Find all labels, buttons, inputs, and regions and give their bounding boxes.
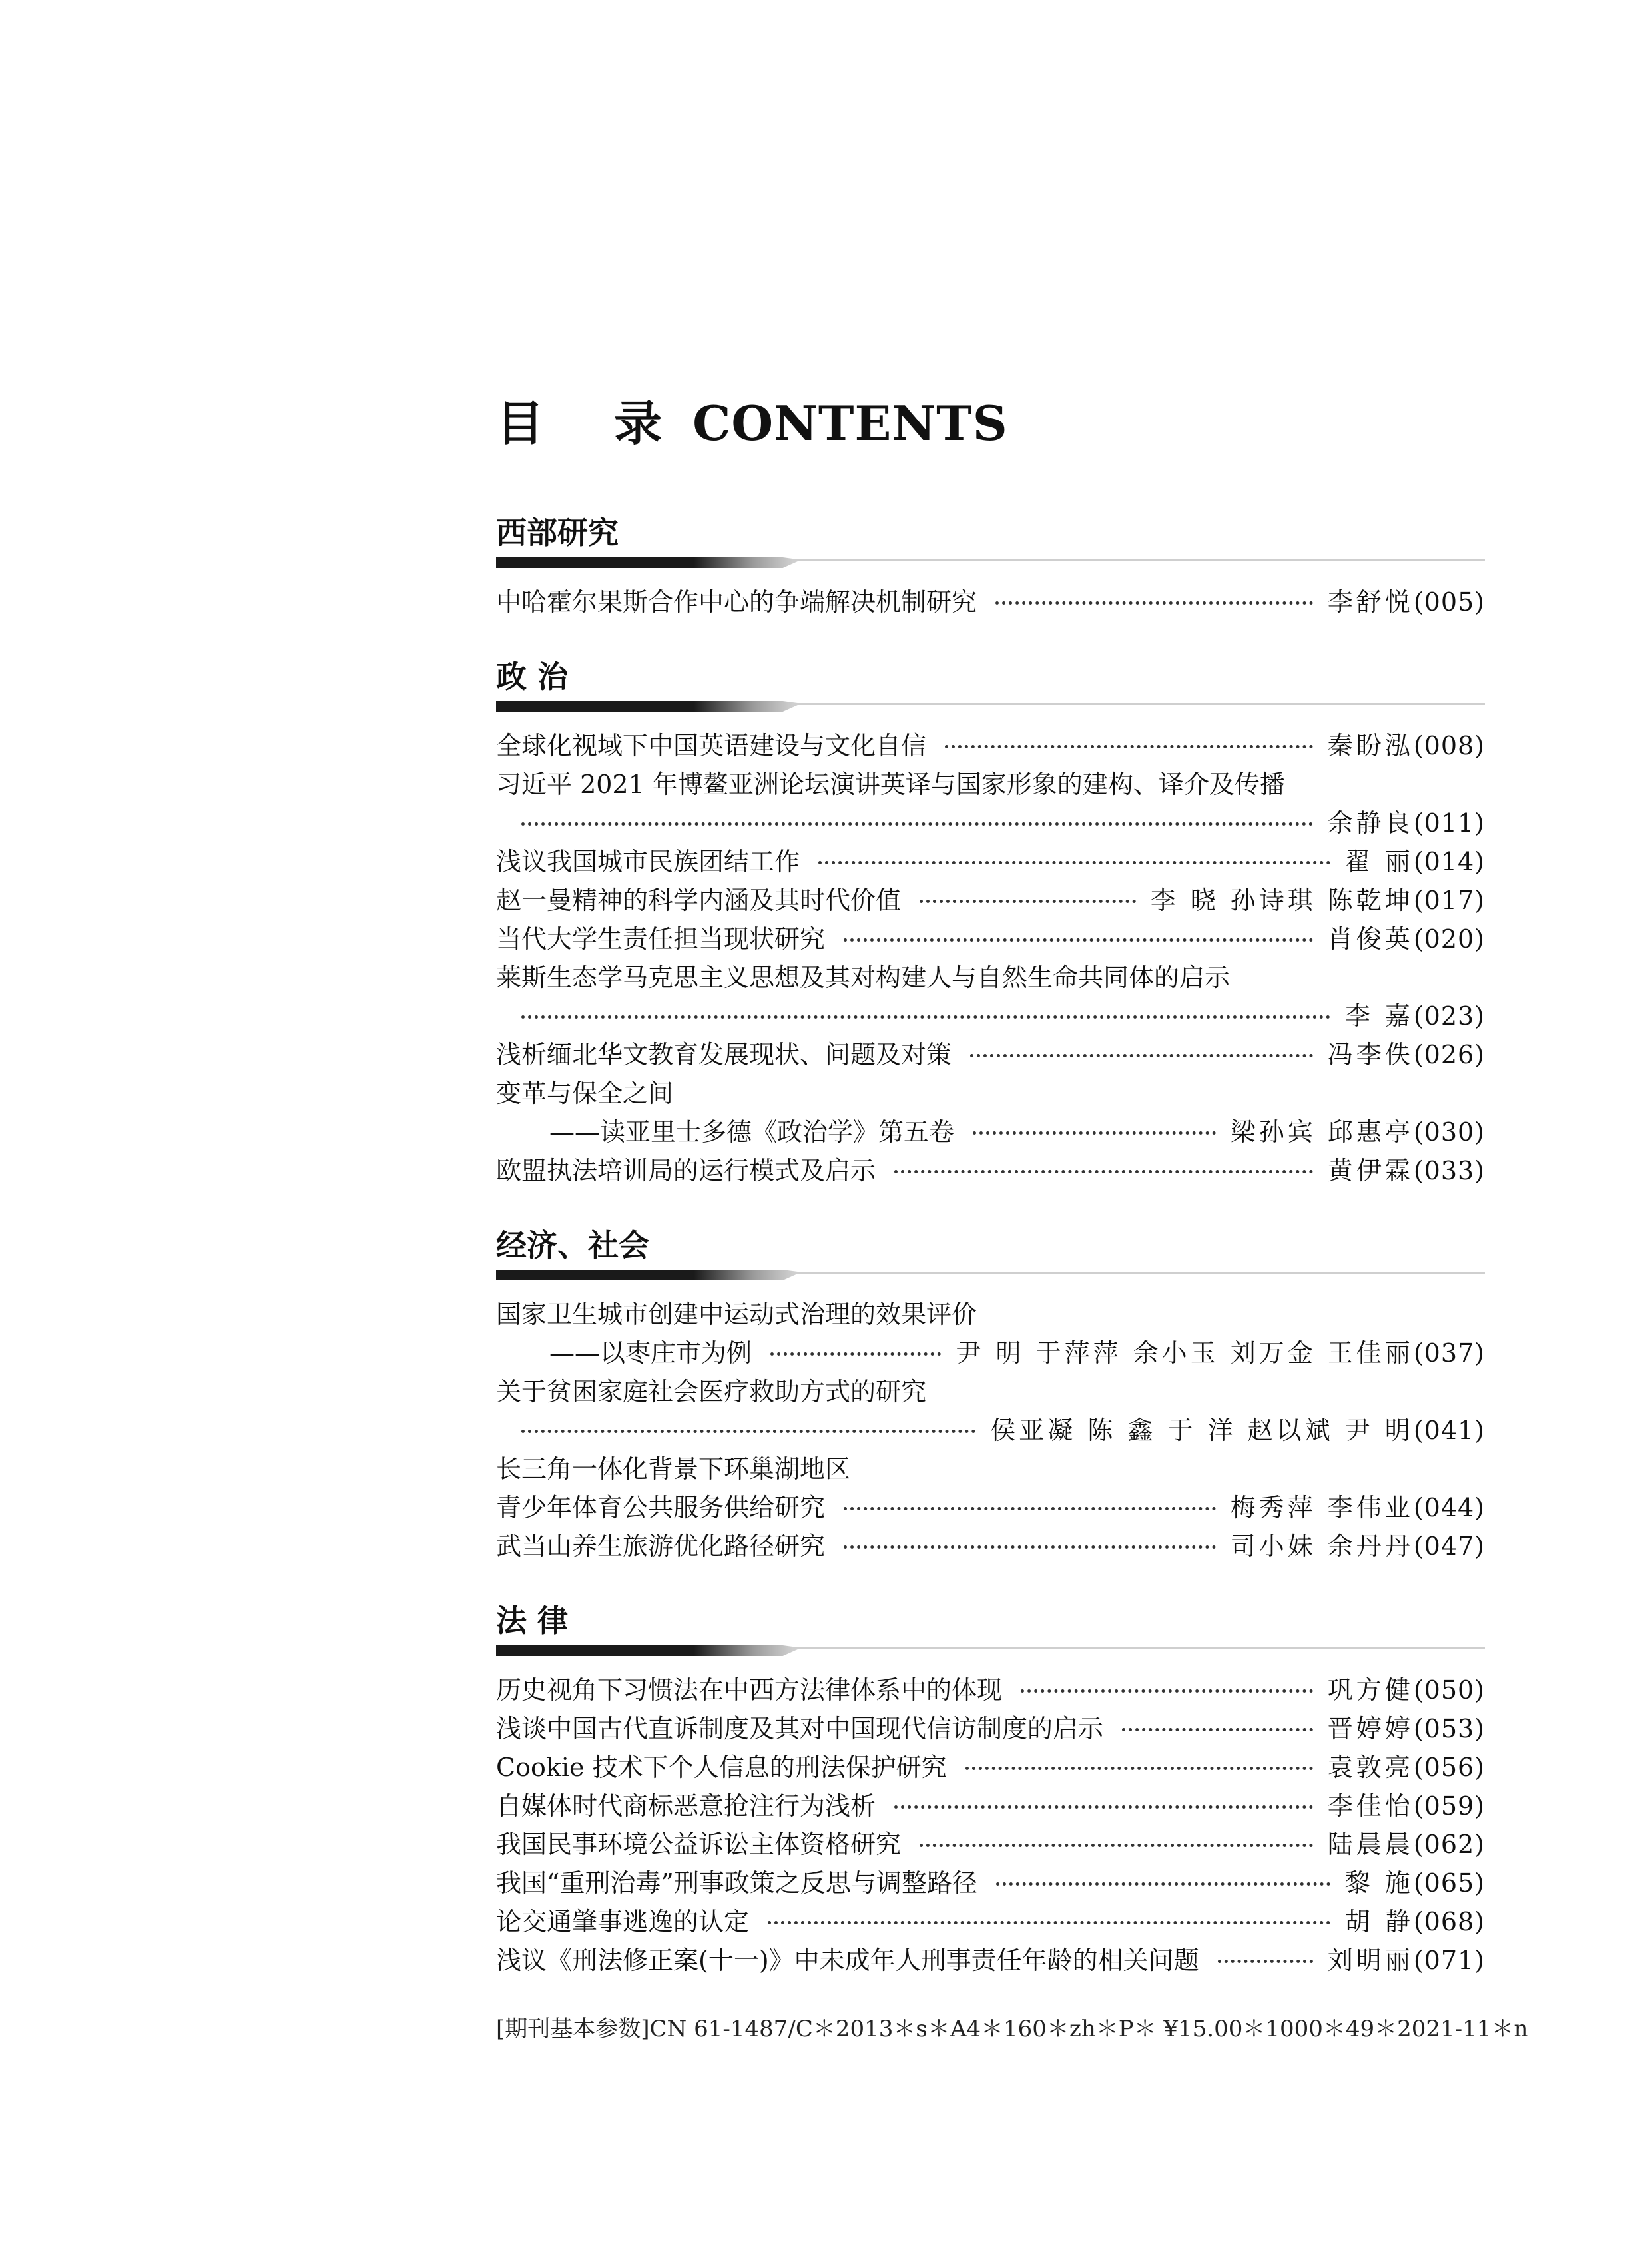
toc-entry[interactable] bbox=[496, 1488, 1485, 1527]
section-politics bbox=[496, 652, 1485, 1190]
dot-leader bbox=[996, 1882, 1330, 1886]
toc-entry[interactable] bbox=[496, 1035, 1485, 1074]
entry-title: 论交通肇事逃逸的认定 bbox=[496, 1907, 750, 1936]
entry-authors: 秦盼泓 bbox=[1327, 731, 1414, 760]
dot-leader bbox=[920, 1844, 1313, 1847]
entry-page: (011) bbox=[1413, 808, 1485, 838]
toc-entry[interactable] bbox=[496, 1941, 1485, 1980]
toc-entry[interactable] bbox=[496, 1787, 1485, 1825]
entry-title: 长三角一体化背景下环巢湖地区 bbox=[496, 1454, 851, 1484]
dot-leader bbox=[1218, 1960, 1313, 1963]
entry-page: (026) bbox=[1413, 1040, 1485, 1069]
section-economy-society bbox=[496, 1221, 1485, 1565]
toc-entry[interactable] bbox=[496, 583, 1485, 621]
entry-page: (030) bbox=[1413, 1117, 1485, 1147]
entry-authors: 胡 静 bbox=[1344, 1907, 1414, 1936]
dot-leader bbox=[973, 1131, 1216, 1135]
dot-leader bbox=[920, 900, 1136, 903]
section-title: 法 律 bbox=[496, 1603, 569, 1639]
entry-authors: 梁孙宾 邱惠亭 bbox=[1230, 1117, 1414, 1147]
entry-title: 浅议我国城市民族团结工作 bbox=[496, 847, 800, 876]
entry-title: 当代大学生责任担当现状研究 bbox=[496, 924, 826, 954]
toc-entry-continuation[interactable] bbox=[496, 997, 1485, 1035]
entry-page: (065) bbox=[1413, 1868, 1485, 1898]
dot-leader bbox=[1122, 1728, 1313, 1731]
title-chinese: 目 录 bbox=[496, 395, 689, 451]
toc-entry-subtitle[interactable] bbox=[496, 1334, 1485, 1372]
entry-authors: 侯亚凝 陈 鑫 于 洋 赵以斌 尹 明 bbox=[990, 1416, 1414, 1445]
entry-page: (017) bbox=[1413, 886, 1485, 915]
dot-leader bbox=[965, 1767, 1313, 1770]
entry-title: 莱斯生态学马克思主义思想及其对构建人与自然生命共同体的启示 bbox=[496, 963, 1231, 992]
entry-page: (014) bbox=[1413, 847, 1485, 876]
entry-title: 浅析缅北华文教育发展现状、问题及对策 bbox=[496, 1040, 952, 1069]
toc-entry[interactable] bbox=[496, 1151, 1485, 1190]
section-divider bbox=[496, 1645, 1485, 1656]
entry-title: 欧盟执法培训局的运行模式及启示 bbox=[496, 1156, 876, 1185]
entry-title: 青少年体育公共服务供给研究 bbox=[496, 1493, 826, 1522]
toc-entry-continuation[interactable] bbox=[496, 1411, 1485, 1450]
entry-title: 浅议《刑法修正案(十一)》中未成年人刑事责任年龄的相关问题 bbox=[496, 1946, 1199, 1975]
entry-authors: 翟 丽 bbox=[1344, 847, 1414, 876]
entry-title: 关于贫困家庭社会医疗救助方式的研究 bbox=[496, 1377, 927, 1406]
entry-title: 赵一曼精神的科学内涵及其时代价值 bbox=[496, 886, 902, 915]
entry-page: (041) bbox=[1413, 1416, 1485, 1445]
toc-entry[interactable] bbox=[496, 1825, 1485, 1864]
entry-authors: 冯李佚 bbox=[1327, 1040, 1414, 1069]
section-divider bbox=[496, 1270, 1485, 1280]
entry-title: 国家卫生城市创建中运动式治理的效果评价 bbox=[496, 1300, 977, 1329]
entry-authors: 肖俊英 bbox=[1327, 924, 1414, 954]
journal-parameters-footer: [期刊基本参数]CN 61-1487/C＊2013＊s＊A4＊160＊zh＊P＊ ¥15.00＊1000＊49＊2021-11＊n bbox=[496, 2016, 1529, 2042]
entry-page: (068) bbox=[1413, 1907, 1485, 1936]
entry-subtitle: ——以枣庄市为例 bbox=[549, 1338, 752, 1368]
dot-leader bbox=[1021, 1689, 1313, 1693]
entry-authors: 晋婷婷 bbox=[1327, 1714, 1414, 1743]
entry-page: (020) bbox=[1413, 924, 1485, 954]
entry-page: (071) bbox=[1413, 1946, 1485, 1975]
toc-entry[interactable] bbox=[496, 1527, 1485, 1565]
toc-entry-subtitle[interactable] bbox=[496, 1113, 1485, 1151]
entry-page: (050) bbox=[1413, 1675, 1485, 1705]
entry-title: 我国“重刑治毒”刑事政策之反思与调整路径 bbox=[496, 1868, 977, 1898]
toc-entry[interactable] bbox=[496, 842, 1485, 881]
toc-entry[interactable] bbox=[496, 1671, 1485, 1709]
toc-entry[interactable] bbox=[496, 1864, 1485, 1902]
entry-title: 浅谈中国古代直诉制度及其对中国现代信访制度的启示 bbox=[496, 1714, 1104, 1743]
toc-entry[interactable] bbox=[496, 1748, 1485, 1787]
toc-entry-title-line[interactable] bbox=[496, 1450, 1485, 1488]
entry-authors: 巩方健 bbox=[1327, 1675, 1414, 1705]
entry-title: 自媒体时代商标恶意抢注行为浅析 bbox=[496, 1791, 876, 1821]
entry-page: (023) bbox=[1413, 1001, 1485, 1031]
entry-title: 我国民事环境公益诉讼主体资格研究 bbox=[496, 1830, 902, 1859]
toc-entry-continuation[interactable] bbox=[496, 804, 1485, 842]
entry-authors: 刘明丽 bbox=[1327, 1946, 1414, 1975]
entry-page: (047) bbox=[1413, 1532, 1485, 1561]
section-divider bbox=[496, 557, 1485, 568]
entry-authors: 李舒悦 bbox=[1327, 587, 1414, 617]
section-title: 西部研究 bbox=[496, 515, 619, 551]
entry-title: 全球化视域下中国英语建设与文化自信 bbox=[496, 731, 927, 760]
dot-leader bbox=[844, 938, 1313, 942]
dot-leader bbox=[970, 1054, 1313, 1057]
toc-entry[interactable] bbox=[496, 726, 1485, 765]
entry-page: (059) bbox=[1413, 1791, 1485, 1821]
section-header bbox=[496, 508, 1485, 573]
entry-title: 中哈霍尔果斯合作中心的争端解决机制研究 bbox=[496, 587, 977, 617]
toc-entry-title-line[interactable] bbox=[496, 1372, 1485, 1411]
entry-authors: 黎 施 bbox=[1344, 1868, 1414, 1898]
dot-leader bbox=[770, 1352, 941, 1356]
entry-page: (008) bbox=[1413, 731, 1485, 760]
section-law bbox=[496, 1596, 1485, 1980]
entry-authors: 李 嘉 bbox=[1344, 1001, 1414, 1031]
section-divider bbox=[496, 701, 1485, 712]
section-title: 经济、社会 bbox=[496, 1227, 649, 1263]
entry-subtitle: ——读亚里士多德《政治学》第五卷 bbox=[549, 1117, 955, 1147]
dot-leader bbox=[995, 601, 1313, 605]
entry-authors: 李佳怡 bbox=[1327, 1791, 1414, 1821]
dot-leader bbox=[894, 1170, 1313, 1173]
section-header bbox=[496, 1221, 1485, 1286]
entry-title: Cookie 技术下个人信息的刑法保护研究 bbox=[496, 1753, 947, 1782]
entry-title: 历史视角下习惯法在中西方法律体系中的体现 bbox=[496, 1675, 1003, 1705]
dot-leader bbox=[521, 1015, 1330, 1019]
dot-leader bbox=[521, 1430, 975, 1433]
toc-entry[interactable] bbox=[496, 920, 1485, 958]
entry-authors: 李 晓 孙诗琪 陈乾坤 bbox=[1150, 886, 1414, 915]
dot-leader bbox=[818, 861, 1330, 864]
entry-authors: 司小妹 余丹丹 bbox=[1230, 1532, 1414, 1561]
dot-leader bbox=[521, 822, 1313, 826]
entry-authors: 陆晨晨 bbox=[1327, 1830, 1414, 1859]
entry-page: (037) bbox=[1413, 1338, 1485, 1368]
entry-authors: 尹 明 于萍萍 余小玉 刘万金 王佳丽 bbox=[956, 1338, 1414, 1368]
dot-leader bbox=[844, 1545, 1216, 1549]
toc-entry-title-line[interactable] bbox=[496, 765, 1485, 804]
toc-entry[interactable] bbox=[496, 881, 1485, 920]
entry-page: (005) bbox=[1413, 587, 1485, 617]
section-header bbox=[496, 1596, 1485, 1661]
entry-page: (033) bbox=[1413, 1156, 1485, 1185]
dot-leader bbox=[894, 1805, 1313, 1809]
dot-leader bbox=[844, 1507, 1216, 1510]
section-western-research bbox=[496, 508, 1485, 621]
toc-entry-title-line[interactable] bbox=[496, 958, 1485, 997]
section-header bbox=[496, 652, 1485, 717]
toc-entry-title-line[interactable] bbox=[496, 1295, 1485, 1334]
entry-title: 武当山养生旅游优化路径研究 bbox=[496, 1532, 826, 1561]
entry-page: (056) bbox=[1413, 1753, 1485, 1782]
dot-leader bbox=[945, 745, 1313, 748]
toc-entry[interactable] bbox=[496, 1902, 1485, 1941]
entry-title: 变革与保全之间 bbox=[496, 1079, 674, 1108]
entry-authors: 袁敦亮 bbox=[1327, 1753, 1414, 1782]
entry-authors: 黄伊霖 bbox=[1327, 1156, 1414, 1185]
title-english: CONTENTS bbox=[692, 395, 1008, 451]
dot-leader bbox=[768, 1921, 1330, 1924]
section-title: 政 治 bbox=[496, 659, 569, 695]
page-title bbox=[496, 396, 1485, 451]
entry-page: (062) bbox=[1413, 1830, 1485, 1859]
toc-entry[interactable] bbox=[496, 1709, 1485, 1748]
toc-entry-title-line[interactable] bbox=[496, 1074, 1485, 1113]
entry-authors: 梅秀萍 李伟业 bbox=[1230, 1493, 1414, 1522]
entry-page: (044) bbox=[1413, 1493, 1485, 1522]
entry-title: 习近平 2021 年博鳌亚洲论坛演讲英译与国家形象的建构、译介及传播 bbox=[496, 770, 1285, 799]
table-of-contents bbox=[496, 396, 1485, 2010]
entry-page: (053) bbox=[1413, 1714, 1485, 1743]
entry-authors: 余静良 bbox=[1327, 808, 1414, 838]
